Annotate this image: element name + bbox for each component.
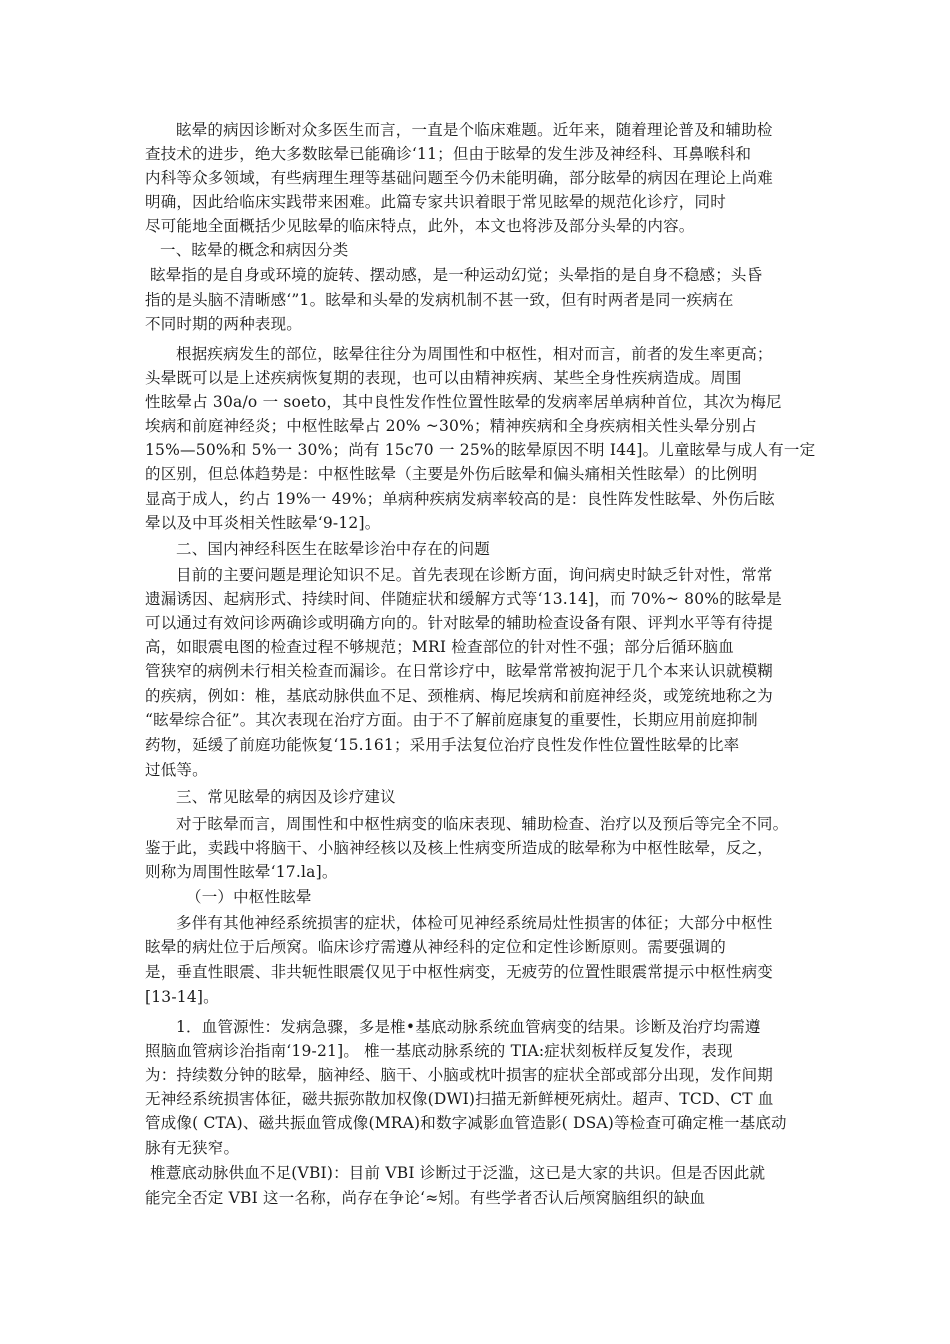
text-line: 脉有无狭窄。: [145, 1139, 240, 1157]
text-line: 管狭窄的病例未行相关检查而漏诊。在日常诊疗中，眩晕常常被拘泥于几个本来认识就模糊: [145, 662, 774, 680]
text-line: 根据疾病发生的部位，眩晕往往分为周围性和中枢性，相对而言，前者的发生率更高；: [176, 345, 773, 363]
text-line: 15%—50%和 5%一 30%；尚有 15c70 一 25%的眩晕原因不明 I44]。儿童眩晕与成人有一定: [145, 441, 816, 459]
text-line: 对于眩晕而言，周围性和中枢性病变的临床表现、辅助检查、治疗以及预后等完全不同。: [176, 815, 789, 833]
text-line: “眩晕综合征”。其次表现在治疗方面。由于不了解前庭康复的重要性，长期应用前庭抑制: [145, 711, 758, 729]
text-line: 1．血管源性：发病急骤，多是椎•基底动脉系统血管病变的结果。诊断及治疗均需遵: [176, 1018, 761, 1036]
text-line: 显高于成人，约占 19%一 49%；单病种疾病发病率较高的是：良性阵发性眩晕、外伤后眩: [145, 490, 775, 508]
section-heading: 一、眩晕的概念和病因分类: [160, 241, 349, 259]
text-line: 为：持续数分钟的眩晕，脑神经、脑干、小脑或枕叶损害的症状全部或部分出现，发作间期: [145, 1066, 774, 1084]
text-line: 眩晕的病灶位于后颅窝。临床诊疗需遵从神经科的定位和定性诊断原则。需要强调的: [145, 938, 726, 956]
text-line: 管成像( CTA)、磁共振血管成像(MRA)和数字减影血管造影( DSA)等检查可确定椎一基底动: [145, 1114, 787, 1132]
text-line: 能完全否定 VBI 这一名称，尚存在争论‘≈矧。有些学者否认后颅窝脑组织的缺血: [145, 1189, 706, 1207]
text-line: 埃病和前庭神经炎；中枢性眩晕占 20% ~30%；精神疾病和全身疾病相关性头晕分别占: [145, 417, 757, 435]
text-line: 查技术的进步，绝大多数眩晕已能确诊‘11；但由于眩晕的发生涉及神经科、耳鼻喉科和: [145, 145, 752, 163]
text-line: 照脑血管病诊治指南‘19-21]。 椎一基底动脉系统的 TIA:症状刻板样反复发作，表现: [145, 1042, 733, 1060]
text-line: 的区别，但总体趋势是：中枢性眩晕（主要是外伤后眩晕和偏头痛相关性眩晕）的比例明: [145, 465, 758, 483]
text-line: 不同时期的两种表现。: [145, 315, 303, 333]
text-line: 晕以及中耳炎相关性眩晕‘9-12]。: [145, 514, 381, 532]
text-line: 内科等众多领域，有些病理生理等基础问题至今仍未能明确，部分眩晕的病因在理论上尚难: [145, 169, 774, 187]
text-line: 无神经系统损害体征，磁共振弥散加权像(DWI)扫描无新鲜梗死病灶。超声、TCD、CT 血: [145, 1090, 774, 1108]
text-line: 指的是头脑不清晰感‘”1。眩晕和头晕的发病机制不甚一致，但有时两者是同一疾病在: [145, 291, 734, 309]
text-line: 可以通过有效问诊两确诊或明确方向的。针对眩晕的辅助检查设备有限、评判水平等有待提: [145, 614, 774, 632]
text-line: 则称为周围性眩晕‘17.la]。: [145, 863, 338, 881]
text-line: 目前的主要问题是理论知识不足。首先表现在诊断方面，询问病史时缺乏针对性，常常: [176, 566, 773, 584]
text-line: 过低等。: [145, 761, 208, 779]
text-line: 尽可能地全面概括少见眩晕的临床特点，此外，本文也将涉及部分头晕的内容。: [145, 217, 695, 235]
text-line: 眩晕指的是自身或环境的旋转、摆动感，是一种运动幻觉；头晕指的是自身不稳感；头昏: [150, 266, 763, 284]
text-line: [13-14]。: [145, 988, 219, 1006]
text-line: 头晕既可以是上述疾病恢复期的表现，也可以由精神疾病、某些全身性疾病造成。周围: [145, 369, 742, 387]
text-line: 椎薏底动脉供血不足(VBI)：目前 VBI 诊断过于泛滥，这已是大家的共识。但是否因此就: [150, 1164, 766, 1182]
section-heading: 三、常见眩晕的病因及诊疗建议: [176, 788, 396, 806]
text-line: 性眩晕占 30a/o 一 soeto，其中良性发作性位置性眩晕的发病率居单病种首位，其次为梅尼: [145, 393, 782, 411]
text-line: 高，如眼震电图的检查过程不够规范；MRI 检查部位的针对性不强；部分后循环脑血: [145, 638, 734, 656]
text-line: 是，垂直性眼震、非共轭性眼震仅见于中枢性病变，无疲劳的位置性眼震常提示中枢性病变: [145, 963, 774, 981]
text-line: 药物，延缓了前庭功能恢复‘15.161；采用手法复位治疗良性发作性位置性眩晕的比率: [145, 736, 740, 754]
subsection-heading: （一）中枢性眩晕: [186, 888, 312, 906]
text-line: 眩晕的病因诊断对众多医生而言，一直是个临床难题。近年来，随着理论普及和辅助检: [176, 121, 773, 139]
text-line: 多伴有其他神经系统损害的症状，体检可见神经系统局灶性损害的体征；大部分中枢性: [176, 914, 773, 932]
section-heading: 二、国内神经科医生在眩晕诊治中存在的问题: [176, 540, 491, 558]
text-line: 的疾病，例如：椎，基底动脉供血不足、颈椎病、梅尼埃病和前庭神经炎，或笼统地称之为: [145, 687, 774, 705]
text-line: 鉴于此，卖践中将脑干、小脑神经核以及核上性病变所造成的眩晕称为中枢性眩晕，反之，: [145, 839, 774, 857]
text-line: 明确，因此给临床实践带来困难。此篇专家共识着眼于常见眩晕的规范化诊疗，同时: [145, 193, 726, 211]
text-line: 遗漏诱因、起病形式、持续时间、伴随症状和缓解方式等‘13.14]，而 70%~ 80%的眩晕是: [145, 590, 782, 608]
